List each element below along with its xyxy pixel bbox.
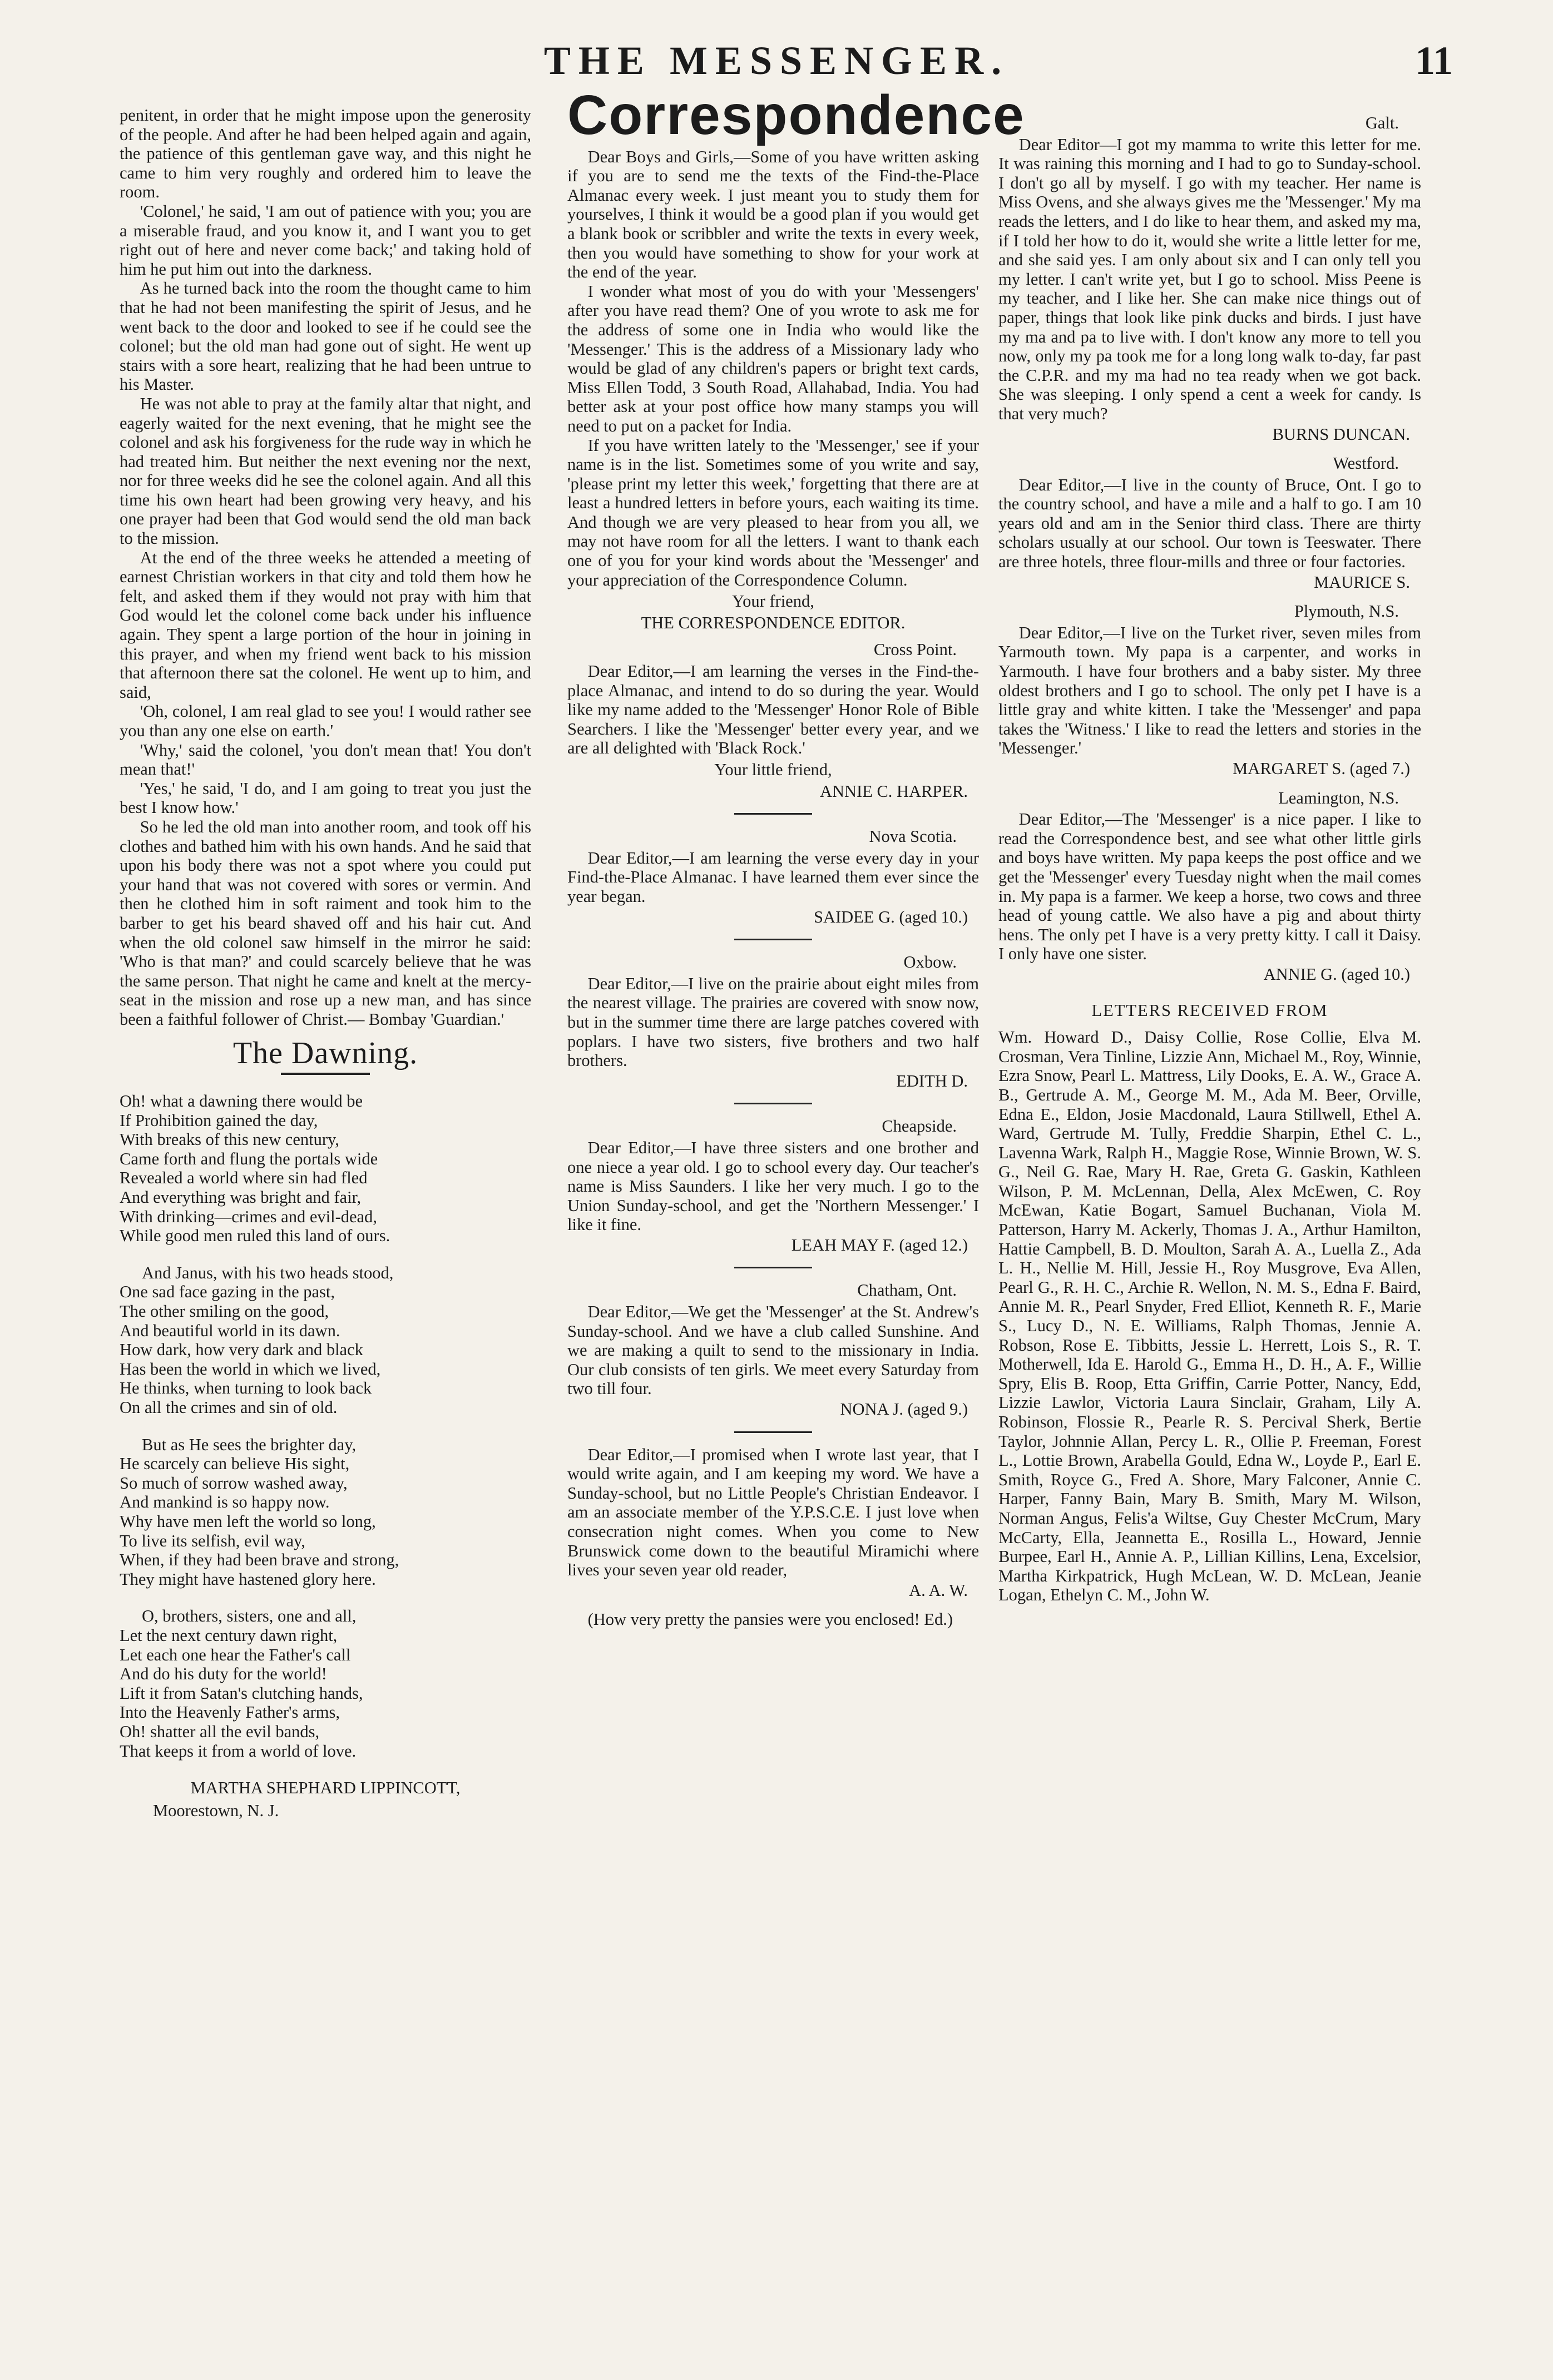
editor-intro: [567, 147, 979, 590]
letter-signature: BURNS DUNCAN.: [1272, 424, 1410, 444]
poem-line: To live its selfish, evil way,: [120, 1531, 305, 1550]
letter-signature: A. A. W.: [909, 1580, 968, 1600]
story-paragraph: penitent, in order that he might impose upon the generosity of the people. And after he had been helped again and again, the patience of this gentleman gave way, and this night he came to him very roughly and ordered him to leave the room.: [120, 106, 531, 202]
letter-place: Nova Scotia.: [869, 827, 957, 846]
poem-title: The Dawning.: [120, 1044, 531, 1075]
letter-body: Dear Editor—I got my mamma to write this letter for me. It was raining this morning and I had to go to Sunday-school. I don't go all by myself. I go with my teacher. Her name is Miss Ovens, and she always gives me the 'Messenger.' My ma reads the letters, and I do like to hear them, and asked my ma, if I told her how to do it, would she write a little letter for me, and she said yes. I am only about six and I can only tell you my letter. I can't write yet, but I go to school. Miss Peene is my teacher, and I like her. She can make nice things out of paper, things that look like pink ducks and birds. I just have my ma and pa to live with. I don't know any more to tell you now, only my pa took me for a long long walk to-day, far past the C.P.R. and my ma had no tea ready when we got back. She was sleeping. I only spend a cent a week for candy. Is that very much?: [998, 135, 1421, 423]
letter-body: Dear Editor,—I live in the county of Bruce, Ont. I go to the country school, and have a mile and a half to go. I am 10 years old and am in the Senior third class. There are thirty scholars usually at our school. Our town is Teeswater. There are three hotels, three flour-mills and three or four factories.: [998, 475, 1421, 572]
letter: [567, 827, 979, 926]
poem-line: And do his duty for the world!: [120, 1664, 327, 1684]
letter-place: Plymouth, N.S.: [1294, 602, 1399, 621]
letter-body: Dear Editor,—I promised when I wrote last year, that I would write again, and I am keeping my word. We have a Sunday-school, but no Little People's Christian Endeavor. I am an associate member of the Y.P.S.C.E. I just love when consecration night comes. When you come to New Brunswick come down to the beautiful Miramichi where lives your seven year old reader,: [567, 1445, 979, 1580]
story-paragraph: At the end of the three weeks he attended a meeting of earnest Christian workers in that city and told them how he felt, and asked them if they would not pray with him that God would let the colonel come back under his influence again. They spent a large portion of the hour in joining in this prayer, and when my friend went back to his mission that afternoon there sat the colonel. He went up to him, and said,: [120, 548, 531, 702]
poem-line: Let each one hear the Father's call: [120, 1645, 351, 1664]
letter-body: Dear Editor,—I live on the prairie about eight miles from the nearest village. The prairies are covered with snow now, but in the summer time there are large patches covered with poplars. I have two sisters, five brothers and two half brothers.: [567, 974, 979, 1070]
poem-line: They might have hastened glory here.: [120, 1569, 376, 1589]
poem-stanza: [120, 1263, 531, 1417]
letter: [998, 454, 1421, 592]
letter-signature: LEAH MAY F. (aged 12.): [791, 1235, 968, 1255]
poem-line: And beautiful world in its dawn.: [120, 1321, 340, 1340]
letter-place: Chatham, Ont.: [857, 1281, 957, 1300]
poem-line: But as He sees the brighter day,: [142, 1435, 357, 1454]
letter-body: Dear Editor,—I have three sisters and one brother and one niece a year old. I go to school every day. Our teacher's name is Miss Saunders. I like her very much. I go to the Union Sunday-school, and get the 'Northern Messenger.' I like it fine.: [567, 1138, 979, 1234]
poem-line: If Prohibition gained the day,: [120, 1110, 318, 1130]
poem-line: Oh! what a dawning there would be: [120, 1092, 363, 1111]
letter: [998, 602, 1421, 778]
poem-line: Came forth and flung the portals wide: [120, 1149, 378, 1168]
letter-place: Leamington, N.S.: [1278, 788, 1399, 807]
masthead: THE MESSENGER.: [543, 38, 1010, 83]
poem-line: And mankind is so happy now.: [120, 1493, 330, 1512]
column-1: [120, 106, 531, 1820]
poem-line: He thinks, when turning to look back: [120, 1379, 372, 1398]
poem-line: Revealed a world where sin had fled: [120, 1168, 368, 1188]
divider-rule: [734, 813, 812, 815]
letter-signature: ANNIE C. HARPER.: [819, 781, 968, 801]
letters-list: [567, 640, 979, 1600]
letter-place: Cross Point.: [873, 640, 957, 660]
intro-signature: THE CORRESPONDENCE EDITOR.: [641, 613, 906, 632]
letters-list: [998, 113, 1421, 984]
letter-signature: ANNIE G. (aged 10.): [1263, 964, 1410, 984]
poem-line: While good men ruled this land of ours.: [120, 1226, 390, 1246]
poem-line: And Janus, with his two heads stood,: [142, 1263, 394, 1282]
story-paragraph: As he turned back into the room the thought came to him that he had not been manifesting the spirit of Jesus, and he went back to the door and looked to see if he could see the colonel; but the old man had gone out of sight. He went up stairs with a sore heart, realizing that he had been untrue to his Master.: [120, 279, 531, 394]
intro-paragraph: If you have written lately to the 'Messenger,' see if your name is in the list. Sometimes some of you write and say, 'please print my letter this week,' forgetting that there are at least a hundred letters in before yours, each waiting its time. And though we are very pleased to hear from you all, we may not have room for all the letters. I want to thank each one of you for your kind words about the 'Messenger' and your appreciation of the Correspondence Column.: [567, 435, 979, 589]
letter-body: Dear Editor,—I am learning the verse every day in your Find-the-Place Almanac. I have learned them ever since the year began.: [567, 848, 979, 906]
letter-place: Cheapside.: [882, 1117, 957, 1136]
poem-line: O, brothers, sisters, one and all,: [142, 1606, 357, 1626]
poem-line: How dark, how very dark and black: [120, 1340, 363, 1360]
title-rule: [281, 1073, 370, 1075]
intro-closing: Your friend,: [732, 592, 814, 611]
letter: [567, 1117, 979, 1255]
story-paragraph: He was not able to pray at the family altar that night, and eagerly waited for the next evening, that he might see the colonel and ask his forgiveness for the rude way in which he had treated him. But neither the next evening nor the next, nor for three weeks did he see the colonel again. And all this time his own heart had been growing very heavy, and his one prayer had been that God would send the old man back to the mission.: [120, 394, 531, 548]
divider-rule: [734, 1103, 812, 1104]
column-2: [567, 84, 1025, 1629]
letter-body: Dear Editor,—I live on the Turket river, seven miles from Yarmouth town. My papa is a carpenter, and works in Yarmouth. I have four brothers and a baby sister. My three oldest brothers and I go to school. The only pet I have is a little gray and white kitten. I take the 'Messenger' and papa takes the 'Witness.' I like to read the letters and stories in the 'Messenger.': [998, 623, 1421, 758]
poem-stanza: [120, 1606, 531, 1761]
letter-signature: MAURICE S.: [1314, 572, 1410, 592]
editor-note: (How very pretty the pansies were you enclosed! Ed.): [587, 1610, 953, 1629]
page-number: 11: [1414, 38, 1453, 83]
poem-body: [120, 1092, 531, 1761]
poem-author: MARTHA SHEPHARD LIPPINCOTT,: [190, 1778, 461, 1798]
divider-rule: [734, 1267, 812, 1268]
letter: [998, 789, 1421, 984]
letter-place: Westford.: [1333, 454, 1399, 473]
poem-line: On all the crimes and sin of old.: [120, 1398, 338, 1417]
intro-paragraph: Dear Boys and Girls,—Some of you have written asking if you are to send me the texts of the Find-the-Place Almanac every week. I just meant you to study them for yourselves, I think it would be a good plan if you would get a blank book or scribbler and write the texts in every week, then you would have something to show for your work at the end of the year.: [567, 147, 979, 282]
poem-line: So much of sorrow washed away,: [120, 1473, 348, 1493]
poem-line: He scarcely can believe His sight,: [120, 1454, 350, 1474]
poem-line: Has been the world in which we lived,: [120, 1359, 381, 1379]
letter: [998, 113, 1421, 444]
poem-line: Into the Heavenly Father's arms,: [120, 1703, 340, 1722]
letter-signature: NONA J. (aged 9.): [840, 1400, 968, 1419]
letter-place: Galt.: [1365, 113, 1399, 132]
poem-line: And everything was bright and fair,: [120, 1188, 362, 1207]
letter-body: Dear Editor,—The 'Messenger' is a nice paper. I like to read the Correspondence best, and see what other little girls and boys have written. My papa keeps the post office and we get the 'Messenger' every Tuesday night when the mail comes in. My papa is a farmer. We keep a horse, two cows and three head of young cattle. We also have a pig and about thirty hens. The only pet I have is a very pretty kitty. I call it Daisy. I only have one sister.: [998, 810, 1421, 964]
letter-body: Dear Editor,—We get the 'Messenger' at the St. Andrew's Sunday-school. And we have a club called Sunshine. And we are making a quilt to send to the missionary in India. Our club consists of ten girls. We meet every Saturday from two till four.: [567, 1302, 979, 1399]
intro-paragraph: I wonder what most of you do with your 'Messengers' after you have read them? One of you wrote to ask me for the address of some one in India who would like the 'Messenger.' This is the address of a Missionary lady who would be glad of any children's papers or bright text cards, Miss Ellen Todd, 3 South Road, Allahabad, India. You had better ask at your post office how many stamps you will need to put on a packet for India.: [567, 281, 979, 435]
poem-line: The other smiling on the good,: [120, 1302, 329, 1321]
divider-rule: [734, 939, 812, 940]
story-text: [120, 106, 531, 1029]
letter: [567, 953, 979, 1090]
poem-location: Moorestown, N. J.: [153, 1801, 279, 1820]
poem-stanza: [120, 1435, 531, 1589]
poem-line: Why have men left the world so long,: [120, 1511, 376, 1531]
poem-line: With drinking—crimes and evil-dead,: [120, 1207, 377, 1226]
story-paragraph: So he led the old man into another room, and took off his clothes and bathed him with his own hands. And he said that upon his body there was not a spot where you could put your hand that was not covered with sores or vermin. And then he clothed him in soft raiment and took him to the barber to get his beard shaved off and his hair cut. And when the old colonel saw himself in the mirror he said: 'Who is that man?' and could scarcely believe that he was the same person. That night he came and knelt at the mercy-seat in the mission and rose up a new man, and has since been a faithful follower of Christ.— Bombay 'Guardian.': [120, 817, 531, 1029]
poem-line: Oh! shatter all the evil bands,: [120, 1722, 320, 1741]
poem-line: That keeps it from a world of love.: [120, 1741, 357, 1761]
letter-signature: SAIDEE G. (aged 10.): [814, 907, 968, 926]
letter: [567, 1281, 979, 1419]
letter-signature: EDITH D.: [896, 1071, 968, 1090]
letters-received-names: Wm. Howard D., Daisy Collie, Rose Collie, Elva M. Crosman, Vera Tinline, Lizzie Ann, Michael M., Roy, Winnie, Ezra Snow, Pearl L. Mattress, Lily Dooks, E. A. W., Grace A. B., Gertrude A. M., George M. M., Ada M. Beer, Orville, Edna E., Eldon, Josie Macdonald, Laura Stillwell, Ethel A. Ward, Gertrude M. Tully, Freddie Sharpin, Ethel C. L., Lavenna Wark, Ralph H., Maggie Rose, Winnie Brown, W. S. G., Neil G. Rae, Mary H. Rae, Greta G. Gaskin, Kathleen Wilson, P. M. McLennan, Della, Alex McEwen, C. Roy McEwan, Katie Bogart, Samuel Buchanan, Viola M. Patterson, Harry M. Ackerly, Thomas J. A., Arthur Hamilton, Hattie Campbell, B. D. Moulton, Sarah A. A., Luella Z., Ada L. H., Nellie M. Hill, Jessie H., Roy Musgrove, Eva Allen, Pearl G., R. H. C., Archie R. Wellon, N. M. S., Edna F. Baird, Annie M. R., Pearl Snyder, Fred Elliot, Kenneth R. F., Marie S., Lucy D., N. E. Williams, Ralph Thomas, Jennie A. Robson, Rose E. Tibbitts, Jessie L. Herrett, Lois S., R. T. Motherwell, Ida E. Harold G., Emma H., D. H., A. F., Willie Spry, Elis B. Roop, Etta Griffin, Carrie Potter, Nancy, Edd, Lizzie Lawlor, Victoria Laura Sinclair, Graham, Lily A. Robinson, Flossie R., Pearle R. S. Percival Sherk, Bertie Taylor, Johnnie Allan, Percy L. R., Ollie P. Freeman, Forest L., Lottie Brown, Arabella Gould, Edna W., Loyde P., Earl E. Smith, Royce G., Fred A. Shore, Mary Falconer, Annie C. Harper, Fanny Bain, Mary B. Smith, Mary M. Wilson, Norman Angus, Felis'a Wiltse, Guy Chester McCrum, Mary McCarty, Ella, Jeannetta E., Rosilla L., Howard, Jennie Burpee, Earl H., Annie A. P., Lillian Killins, Lena, Excelsior, Martha Kirkpatrick, Hugh McLean, W. D. McLean, Jeanie Logan, Ethelyn C. M., John W.: [998, 1028, 1421, 1605]
poem-line: Let the next century dawn right,: [120, 1625, 338, 1645]
letters-received-title: LETTERS RECEIVED FROM: [1091, 1000, 1328, 1020]
story-paragraph: 'Why,' said the colonel, 'you don't mean that! You don't mean that!': [120, 740, 531, 779]
column-3: [998, 106, 1421, 1605]
letter-body: Dear Editor,—I am learning the verses in the Find-the-place Almanac, and intend to do so during the year. Would like my name added to the 'Messenger' Honor Role of Bible Searchers. I like the 'Messenger' better every year, and we are all delighted with 'Black Rock.': [567, 662, 979, 758]
poem-line: Lift it from Satan's clutching hands,: [120, 1683, 363, 1703]
poem-line: When, if they had been brave and strong,: [120, 1550, 399, 1570]
story-paragraph: 'Yes,' he said, 'I do, and I am going to treat you just the best I know how.': [120, 779, 531, 817]
divider-rule: [734, 1431, 812, 1433]
poem-line: One sad face gazing in the past,: [120, 1282, 335, 1302]
letter-place: Oxbow.: [903, 953, 957, 972]
story-paragraph: 'Oh, colonel, I am real glad to see you! I would rather see you than any one else on earth.': [120, 702, 531, 740]
letter-closing: Your little friend,: [714, 760, 832, 779]
letter: [567, 640, 979, 801]
poem-line: With breaks of this new century,: [120, 1130, 339, 1149]
letter-signature: MARGARET S. (aged 7.): [1233, 759, 1410, 778]
poem-stanza: [120, 1092, 531, 1246]
correspondence-title: Correspondence: [567, 84, 1025, 146]
letter: [567, 1445, 979, 1600]
story-paragraph: 'Colonel,' he said, 'I am out of patience with you; you are a miserable fraud, and you know it, and I want you to get right out of here and never come back;' and taking hold of him he put him out into the darkness.: [120, 201, 531, 279]
